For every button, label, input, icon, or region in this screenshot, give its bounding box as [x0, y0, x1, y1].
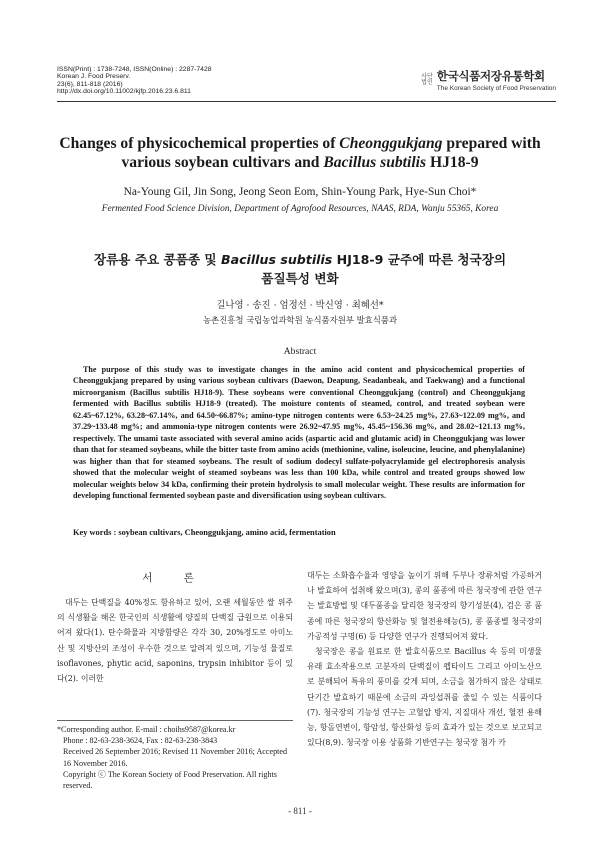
body-right-column — [307, 568, 542, 750]
volume-line: 23(6), 811-818 (2016) — [57, 80, 123, 88]
correspondence-footnote — [57, 724, 293, 791]
header-rule — [57, 101, 556, 102]
authors-ko: 길나영 · 송진 · 엄정선 · 박신영 · 최혜선* — [216, 300, 384, 311]
abstract-text: The purpose of this study was to investigate changes in the amino acid content and physicochemical properties of Cheonggukjang prepared by using various soybean cultivars (Daewon, Deapung, Seadanbeak, and Taekwang) and a functional microorganism (Bacillus subtilis HJ18-9). These soybeans were conventional Cheonggukjang (control) and Cheonggukjang fermented with Bacillus subtilis HJ18-9 (treated). The moisture contents of steamed, control, and treated soybean were 62.45~67.12%, 63.28~67.14%, and 64.50~66.87%; amino-type nitrogen contents were 6.53~24.25 mg%, 27.63~122.09 mg%, and 37.29~133.48 mg%; and ammonia-type nitrogen contents were 26.92~47.95 mg%, 45.45~156.36 mg%, and 28.02~121.13 mg%, respectively. The umami taste associated with several amino acids (aspartic acid and glutamic acid) in Cheonggukjang was lower than that for steamed soybeans, while the bitter taste from amino acids (methionine, valine, isoleucine, leucine, and phenylalanine) was higher than that for steamed soybeans. The result of sodium dodecyl sulfate-polyacrylamide gel electrophoresis analysis showed that the molecular weight of steamed soybeans was less than 100 kDa, while control and treated groups showed low molecular weights below 34 kDa, confirming their protein hydrolysis to small molecular weight. These results are information for developing functional fermented soybean paste and diversification using soybean cultivars. — [73, 365, 525, 500]
intro-text: 대두는 단백질을 40%정도 함유하고 있어, 오랜 세월동안 쌀 위주의 식생활을 해온 한국인의 식생활에 양질의 단백질 급원으로 이용되어져 왔다(1). 탄수화물과 지방함량은 각각 30, 20%정도로 아미노산 및 지방산의 조성이 우수한 것으로 알려져 있으며, 기능성 물질로 isoflavones, phytic acid, saponins, trypsin inhibitor 등이 있다(2). 이러한 — [57, 598, 293, 684]
society-name-en: The Korean Society of Food Preservation — [436, 85, 556, 92]
body-paragraph: 청국장은 콩을 원료로 한 발효식품으로 Bacillus 속 등의 미생물 유래 효소작용으로 고분자의 단백질이 펩타이드 그리고 아미노산으로 분해되어 특유의 풍미를 갖게 되며, 소금을 첨가하지 않은 상태로 단기간 발효하기 때문에 소금의 과잉섭취를 줄일 수 있는 식품이다(7). 청국장의 기능성 연구는 고혈압 방지, 지질대사 개선, 혈전 용해능, 항돌연변이, 항암성, 항산화성 등의 효과가 있는 것으로 보고되고 있다(8,9). 청국장 이용 상품화 기반연구는 청국장 첨가 카 — [307, 647, 542, 748]
footnote-rule — [57, 720, 293, 721]
journal-meta — [57, 66, 212, 96]
body-paragraph: 대두는 소화흡수율과 영양을 높이기 위해 두부나 장류처럼 가공하거나 발효하여 섭취해 왔으며(3), 콩의 품종에 따른 청국장에 관한 연구는 발효방법 및 대두품종을 달리한 청국장의 향기성분(4), 검은 콩 품종에 따른 청국장의 항산화능 및 혈전용해능(5), 콩 품종별 청국장의 가공적성 구명(6) 등 다양한 연구가 진행되어져 왔다. — [307, 571, 542, 641]
section-heading-intro: 서 론 — [142, 572, 208, 584]
society-logo — [421, 68, 556, 92]
doi-link[interactable]: http://dx.doi.org/10.11002/kjfp.2016.23.6.811 — [57, 88, 191, 96]
abstract-heading: Abstract — [283, 346, 317, 357]
corresponding-author: *Corresponding author. E-mail : choihs9587@korea.kr — [57, 725, 236, 734]
keywords: Key words : soybean cultivars, Cheonggukjang, amino acid, fermentation — [73, 528, 336, 537]
copyright-notice: Copyright ⓒ The Korean Society of Food Preservation. All rights reserved. — [63, 769, 277, 791]
society-mark: 사단 법인 — [421, 72, 433, 86]
affiliation-ko: 농촌진흥청 국립농업과학원 농식품자원부 발효식품과 — [202, 315, 398, 325]
issn-line: ISSN(Print) : 1738-7248, ISSN(Online) : 2287-7428 — [57, 66, 212, 73]
received-dates: Received 26 September 2016; Revised 11 November 2016; Accepted 16 November 2016. — [63, 747, 288, 768]
authors-en: Na-Young Gil, Jin Song, Jeong Seon Eom, Shin-Young Park, Hye-Sun Choi* — [123, 186, 477, 198]
journal-name: Korean J. Food Preserv. — [57, 73, 131, 81]
page-number: - 811 - — [288, 806, 312, 816]
article-title-ko: 장류용 주요 콩품종 및 Bacillus subtilis HJ18-9 균주에 따른 청국장의 품질특성 변화 — [93, 252, 507, 286]
society-name-ko: 한국식품저장유통학회 — [436, 69, 545, 83]
affiliation-en: Fermented Food Science Division, Department of Agrofood Resources, NAAS, RDA, Wanju 55365, Korea — [101, 204, 499, 214]
contact-phone: Phone : 82-63-238-3624, Fax : 82-63-238-3843 — [63, 736, 218, 746]
article-title-en: Changes of physicochemical properties of Cheonggukjang prepared with various soybean cultivars and Bacillus subtilis HJ18-9 — [59, 135, 541, 171]
